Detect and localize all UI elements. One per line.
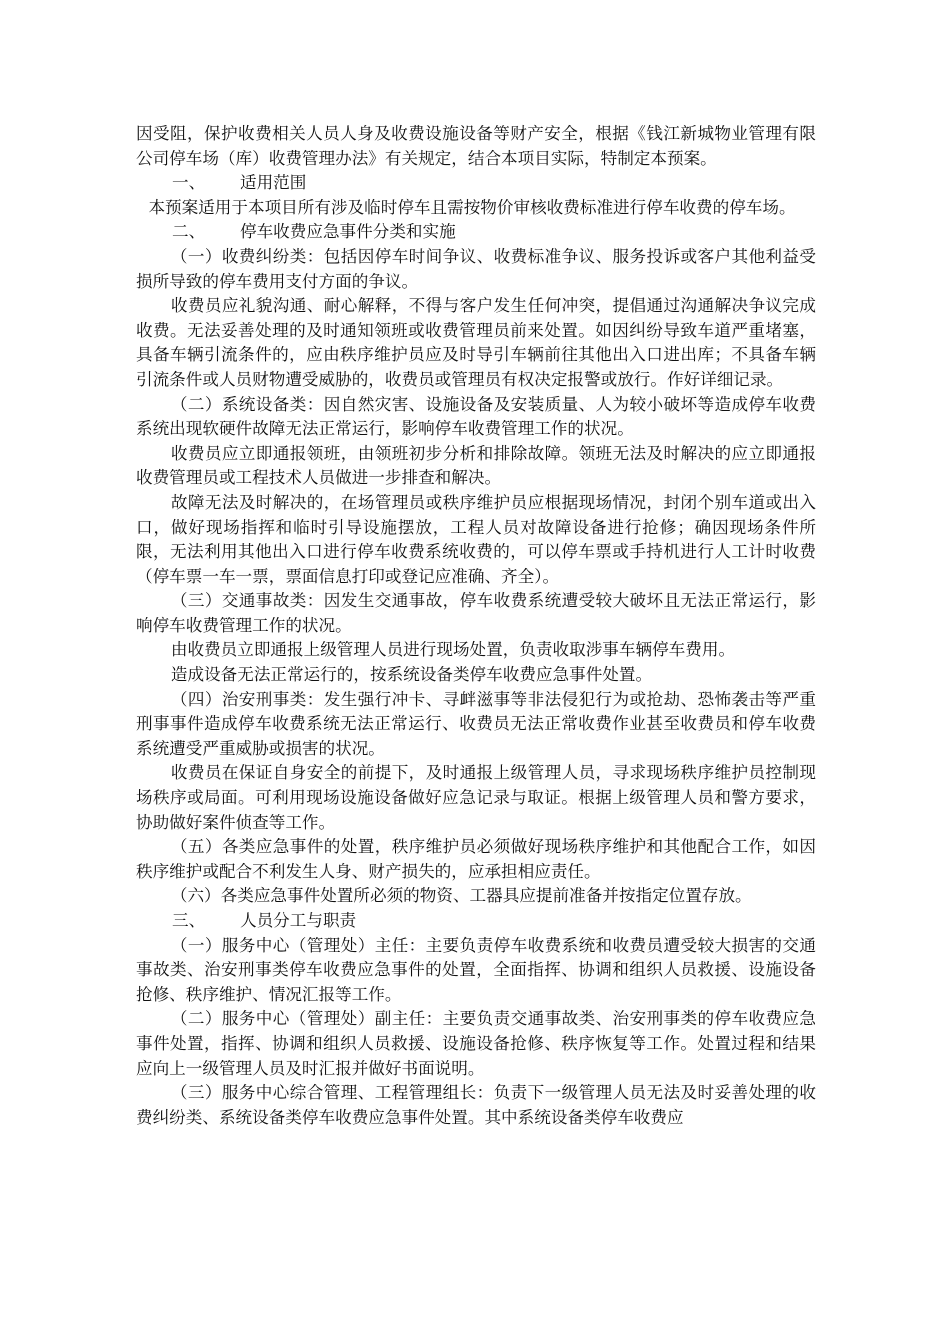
paragraph-traffic-equipment: 造成设备无法正常运行的，按系统设备类停车收费应急事件处置。 [170,665,653,685]
section-number: 三、 [172,911,206,930]
paragraph-traffic-report: 由收费员立即通报上级管理人员进行现场处置，负责收取涉事车辆停车费用。 [170,640,736,660]
section-heading-scope [136,171,816,196]
section-title: 人员分工与职责 [240,911,357,930]
section-number: 一、 [172,173,206,193]
paragraph-dispute-type: （一）收费纠纷类：包括因停车时间争议、收费标准争议、服务投诉或客户其他利益受损所导致的停车费用支付方面的争议。 [136,246,816,291]
section-title: 停车收费应急事件分类和实施 [240,222,456,242]
paragraph-equipment-report: 收费员应立即通报领班，由领班初步分析和排除故障。领班无法及时解决的应立即通报收费管理员或工程技术人员做进一步排查和解决。 [136,443,816,488]
paragraph-director: （一）服务中心（管理处）主任：主要负责停车收费系统和收费员遭受较大损害的交通事故类、治安刑事类停车收费应急事件的处置，全面指挥、协调和组织人员救援、设施设备抢修、秩序维护、情况汇报等工作。 [136,935,816,1004]
paragraph-equipment-type: （二）系统设备类：因自然灾害、设施设备及安装质量、人为较小破坏等造成停车收费系统出现软硬件故障无法正常运行，影响停车收费管理工作的状况。 [136,394,816,439]
paragraph-traffic-type: （三）交通事故类：因发生交通事故，停车收费系统遭受较大破坏且无法正常运行，影响停车收费管理工作的状况。 [136,591,816,635]
paragraph-dispute-handling: 收费员应礼貌沟通、耐心解释，不得与客户发生任何冲突，提倡通过沟通解决争议完成收费。无法妥善处理的及时通知领班或收费管理员前来处置。如因纠纷导致车道严重堵塞，具备车辆引流条件的，应由秩序维护员应及时导引车辆前往其他出入口进出库；不具备车辆引流条件或人员财物遭受威胁的，收费员或管理员有权决定报警或放行。作好详细记录。 [136,296,816,389]
paragraph-equipment-handling: 故障无法及时解决的，在场管理员或秩序维护员应根据现场情况，封闭个别车道或出入口，做好现场指挥和临时引导设施摆放，工程人员对故障设备进行抢修；确因现场条件所限，无法利用其他出入口进行停车收费系统收费的，可以停车票或手持机进行人工计时收费（停车票一车一票，票面信息打印或登记应准确、齐全）。 [136,492,816,586]
paragraph-intro: 因受阻，保护收费相关人员人身及收费设施设备等财产安全，根据《钱江新城物业管理有限公司停车场（库）收费管理办法》有关规定，结合本项目实际，特制定本预案。 [136,124,816,168]
document-page [136,122,816,1130]
section-title: 适用范围 [240,173,307,193]
paragraph-materials: （六）各类应急事件处置所必须的物资、工器具应提前准备并按指定位置存放。 [170,886,752,906]
paragraph-deputy-director: （二）服务中心（管理处）副主任：主要负责交通事故类、治安刑事类的停车收费应急事件处置，指挥、协调和组织人员救援、设施设备抢修、秩序恢复等工作。处置过程和结果应向上一级管理人员及时汇报并做好书面说明。 [136,1009,816,1078]
paragraph-security-handling: 收费员在保证自身安全的前提下，及时通报上级管理人员，寻求现场秩序维护员控制现场秩序或局面。可利用现场设施设备做好应急记录与取证。根据上级管理人员和警方要求，协助做好案件侦查等工作。 [136,763,816,832]
section-number: 二、 [172,222,206,242]
paragraph-order-duty: （五）各类应急事件的处置，秩序维护员必须做好现场秩序维护和其他配合工作，如因秩序维护或配合不利发生人身、财产损失的，应承担相应责任。 [136,837,816,881]
paragraph-scope: 本预案适用于本项目所有涉及临时停车且需按物价审核收费标准进行停车收费的停车场。 [148,197,796,217]
paragraph-group-leader: （三）服务中心综合管理、工程管理组长：负责下一级管理人员无法及时妥善处理的收费纠纷类、系统设备类停车收费应急事件处置。其中系统设备类停车收费应 [136,1083,816,1127]
section-heading-classification [136,220,816,245]
section-heading-roles [136,909,816,934]
paragraph-security-type: （四）治安刑事类：发生强行冲卡、寻衅滋事等非法侵犯行为或抢劫、恐怖袭击等严重刑事事件造成停车收费系统无法正常运行、收费员无法正常收费作业甚至收费员和停车收费系统遭受严重威胁或损害的状况。 [136,689,816,758]
